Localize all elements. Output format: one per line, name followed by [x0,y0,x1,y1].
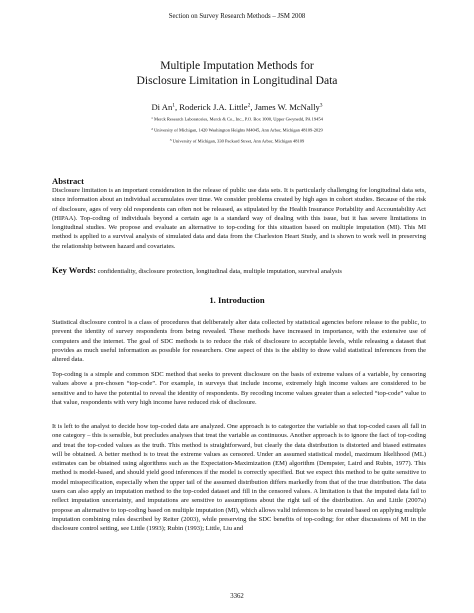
author-sup: 2 [247,102,251,109]
title-line-1: Multiple Imputation Methods for [160,59,314,72]
author-name: James W. McNally [254,102,320,112]
author-sup: 1 [172,102,175,109]
affiliation-text: University of Michigan, 330 Packard Street, Ann Arbor, Michigan 48109 [172,138,305,144]
affiliation-sup: 2 [151,127,153,131]
affiliation-sup: 1 [151,116,153,120]
affiliation-text: University of Michigan, 1420 Washington Heights M4045, Ann Arbor, Michigan 48109-2029 [154,127,323,133]
affiliation-sup: 3 [169,138,172,142]
page-number: 3362 [230,593,244,600]
keywords [52,266,426,276]
affiliation [0,137,474,145]
author-list: Di An$^1$, Roderick J.A. Little$^2$, James W. McNally$^3$ [151,102,323,112]
paragraph: Statistical disclosure control is a class of procedures that deliberately alter data collected by statistical agencies before release to the public, to prevent the identity of survey respondents from being revealed. These methods have increased in importance, with the extensive use of computers and the internet. The goal of SDC methods is to reduce the risk of disclosure to acceptable levels, while releasing a dataset that provides as much useful information as possible for researchers. One aspect of this is the ability to draw valid statistical inferences from the altered data. [52,319,426,364]
author-name: Roderick J.A. Little [179,102,248,112]
section-heading-introduction: 1. Introduction [209,295,265,305]
paper-title [0,58,474,88]
running-head: Section on Survey Research Methods – JSM 2008 [168,13,306,20]
paragraph: It is left to the analyst to decide how top-coded data are analyzed. One approach is to categorize the variable so that top-coded cases all fall in one category – this is sensible, but precludes analyses that treat the variable as continuous. Another approach is to ignore the fact of top-coding and treat the top-coded values as the truth. This method is straightforward, but clearly the data distribution is distorted and biased estimates will be obtained. A better method is to treat the extreme values as censored. Under an assumed statistical model, maximum likelihood (ML) estimates can be obtained using algorithms such as the Expectation-Maximization (EM) algorithm (Dempster, Laird and Rubin, 1977). This method is model-based, and should yield good inferences if the model is correctly specified. But we expect this method to be quite sensitive to model misspecification, especially when the upper tail of the assumed distribution differs markedly from that of the true distribution. The data users can also apply an imputation method to the top-coded dataset and fill in the censored values. A limitation is that the imputed data fail to reflect imputation uncertainty, and imputations are sensitive to assumptions about the right tail of the distribution. An and Little (2007a) propose an alternative to top-coding based on multiple imputation (MI), which allows valid inferences to be created based on applying multiple imputation combining rules described by Reiter (2003), while preserving the SDC benefits of top-coding; for other discussions of MI in the disclosure control setting, see Little (1993); Rubin (1993); Little, Liu and [52,423,427,533]
author-sup: 3 [319,102,323,109]
abstract-heading: Abstract [52,176,84,186]
abstract-text: Disclosure limitation is an important consideration in the release of public use data sets. It is particularly challenging for longitudinal data sets, since information about an individual accumulates over time. We consider problems created by high ages in cohort studies. Because of the risk of disclosure, ages of very old respondents can often not be released, as stipulated by the Health Insurance Portability and Accountability Act (HIPAA). Top-coding of individuals beyond a certain age is a standard way of dealing with this issue, but it has severe limitations in longitudinal studies. We propose and evaluate an alternative to top-coding for this situation based on multiple imputation (MI). This MI method is applied to a survival analysis of simulated data and data from the Charleston Heart Study, and is shown to work well in preserving the relationship between hazard and covariates. [52,187,426,250]
keywords-label: Key Words: [52,265,97,275]
affiliation-text: Merck Research Laboratories, Merck & Co., Inc., P.O. Box 1000, Upper Gwynedd, PA 19454 [154,116,323,122]
title-line-2: Disclosure Limitation in Longitudinal Data [136,74,338,87]
paragraph: Top-coding is a simple and common SDC method that seeks to prevent disclosure on the basis of extreme values of a variable, by censoring values above a pre-chosen “top-code”. For example, in surveys that include income, extremely high income values are considered to be sensitive and to have the potential to reveal the identity of respondents. By recoding income values greater than a selected “top-code” value to that value, respondents with very high income have reduced risk of disclosure. [52,371,426,406]
author-name: Di An [151,102,173,112]
keywords-text: confidentiality, disclosure protection, longitudinal data, multiple imputation, survival analysis [97,268,342,275]
affiliation [0,126,474,134]
affiliation [0,115,474,123]
